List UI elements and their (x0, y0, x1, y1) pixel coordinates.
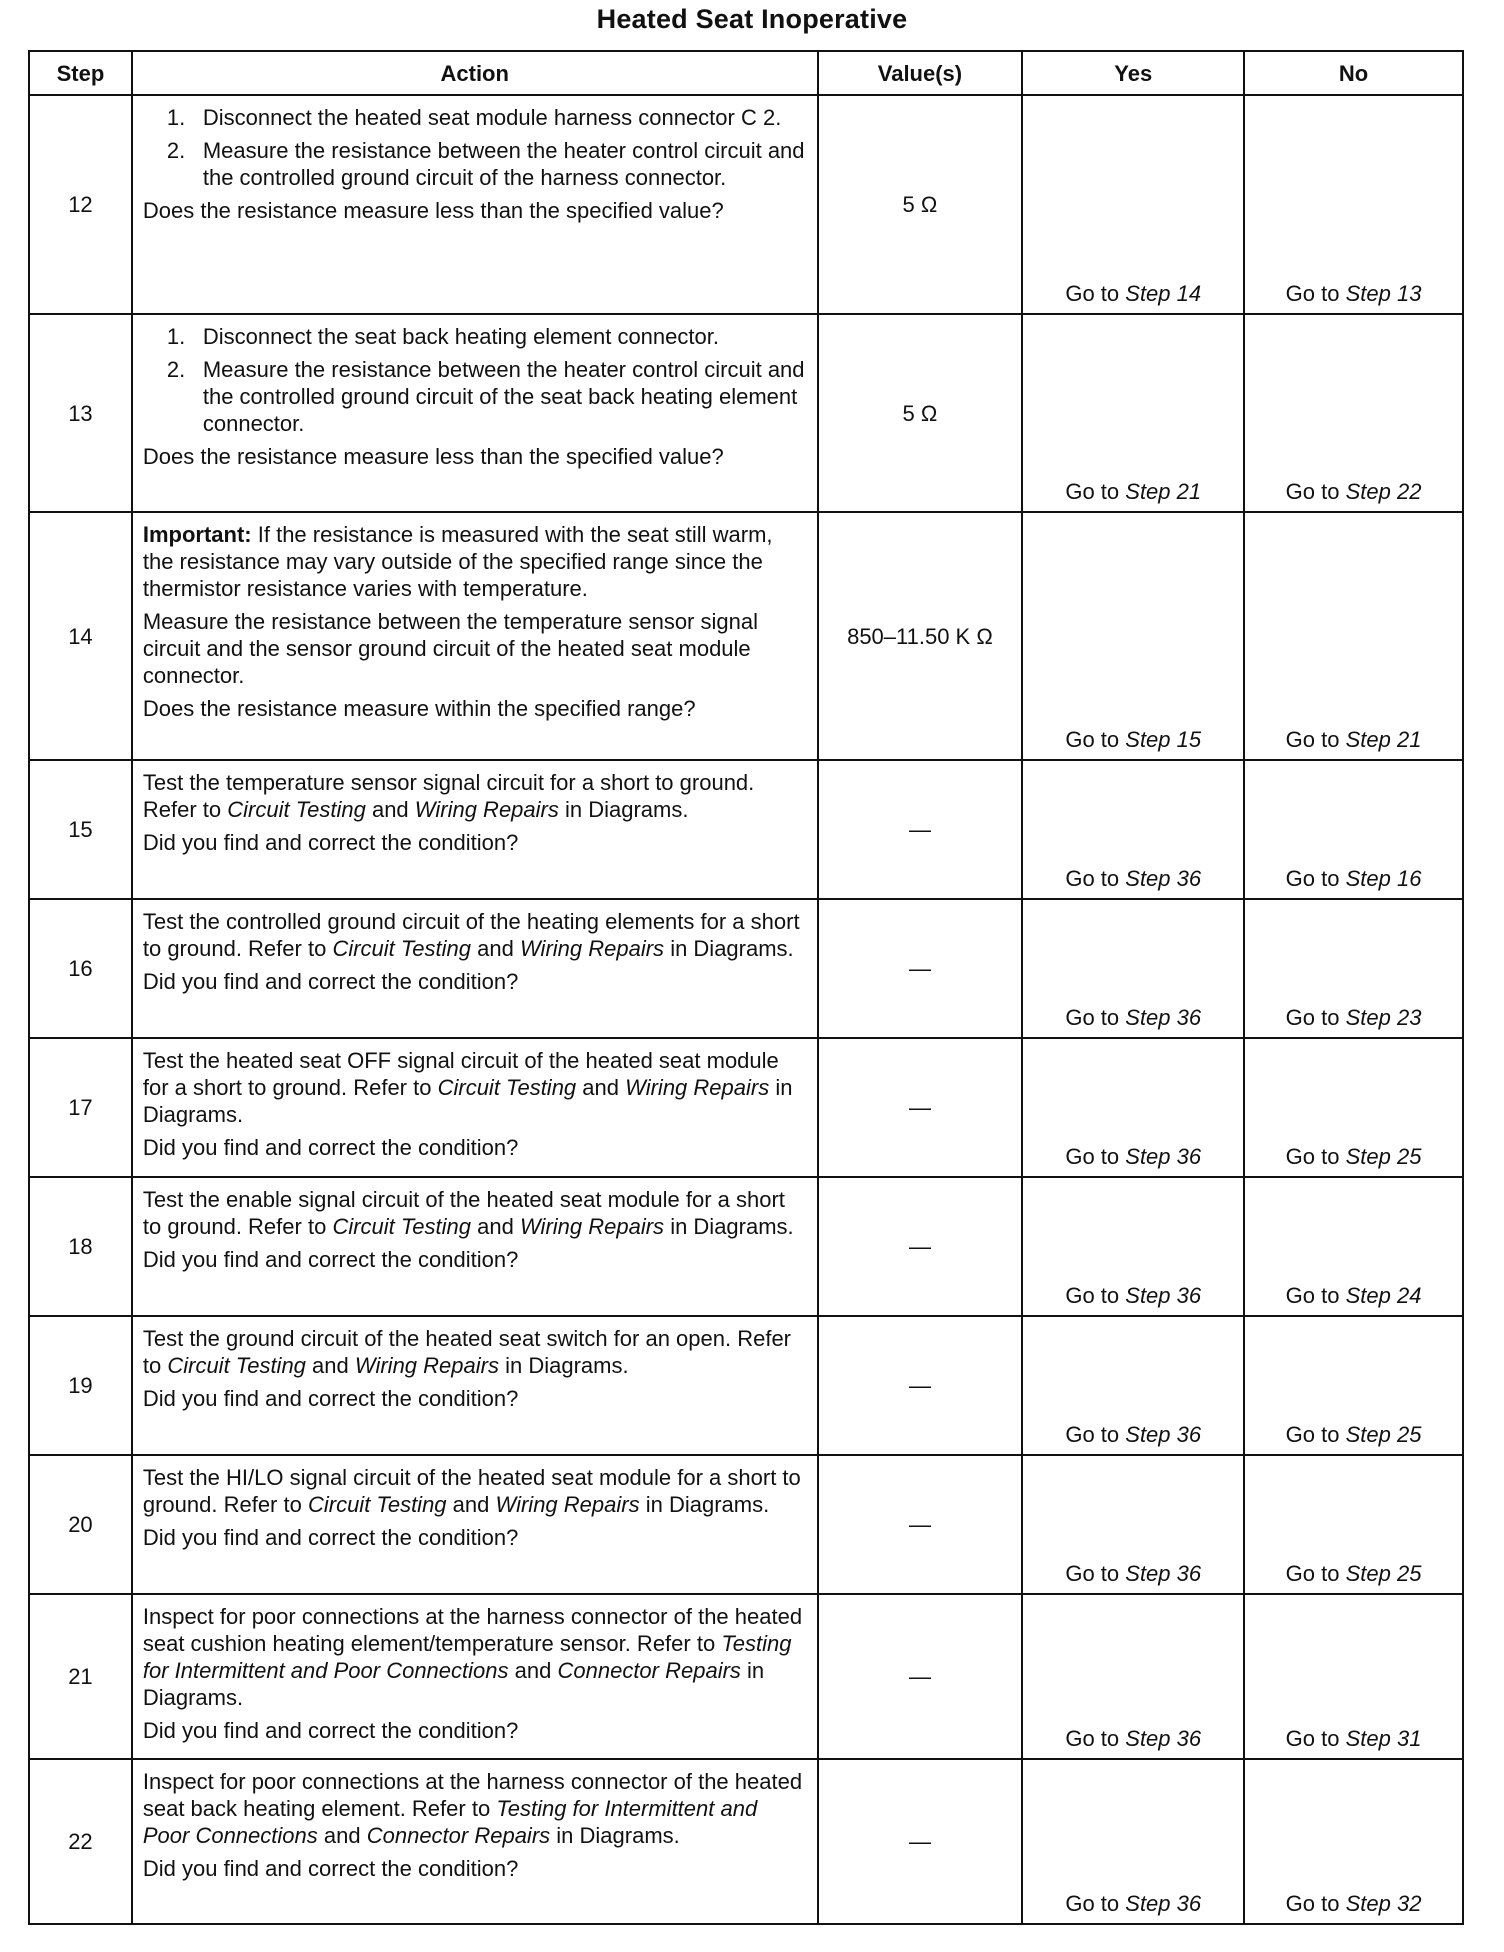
goto-prefix: Go to (1065, 479, 1120, 504)
substep-list (143, 323, 807, 437)
header-action: Action (132, 51, 818, 95)
action-body: Inspect for poor connections at the harness connector of the heated seat cushion heating element/temperature sensor. Refer to (142, 1604, 803, 1656)
conjunction: and (514, 1658, 552, 1683)
step-number: 15 (29, 760, 132, 899)
reference-link[interactable]: Circuit Testing (167, 1353, 306, 1378)
conjunction: and (312, 1353, 349, 1378)
no-cell (1244, 95, 1463, 314)
step-number: 14 (29, 512, 132, 760)
goto-step-link[interactable]: Step 13 (1345, 281, 1422, 306)
goto-prefix: Go to (1285, 479, 1340, 504)
yes-cell (1022, 95, 1244, 314)
action-cell (132, 1177, 818, 1316)
yes-cell (1022, 1038, 1244, 1177)
reference-link[interactable]: Circuit Testing (307, 1492, 447, 1517)
goto-prefix: Go to (1285, 1005, 1340, 1030)
value-cell: — (818, 1316, 1023, 1455)
action-text (143, 1325, 807, 1379)
no-cell (1244, 512, 1463, 760)
action-question: Did you find and correct the condition? (142, 1247, 519, 1272)
action-body: Test the ground circuit of the heated seat switch for an open. Refer to (142, 1326, 792, 1378)
goto-prefix: Go to (1065, 1422, 1120, 1447)
substep: Measure the resistance between the heater control circuit and the controlled ground circuit of the seat back heating element connector. (202, 357, 805, 436)
table-row (29, 760, 1463, 899)
step-number: 18 (29, 1177, 132, 1316)
action-cell (132, 1759, 818, 1924)
action-cell (132, 899, 818, 1038)
value-cell: — (818, 1455, 1023, 1594)
goto-prefix: Go to (1285, 1422, 1340, 1447)
table-row (29, 95, 1463, 314)
goto-step-link[interactable]: Step 32 (1345, 1891, 1422, 1916)
reference-link[interactable]: Connector Repairs (557, 1658, 741, 1683)
no-cell (1244, 1759, 1463, 1924)
goto-step-link[interactable]: Step 36 (1125, 1283, 1202, 1308)
action-text (143, 1464, 807, 1518)
action-question: Did you find and correct the condition? (142, 1856, 519, 1881)
no-cell (1244, 1594, 1463, 1759)
table-row (29, 899, 1463, 1038)
action-text (143, 1186, 807, 1240)
reference-tail: in Diagrams. (505, 1353, 629, 1378)
reference-link[interactable]: Circuit Testing (227, 797, 366, 822)
goto-prefix: Go to (1065, 281, 1120, 306)
reference-tail: in Diagrams. (645, 1492, 770, 1517)
goto-step-link[interactable]: Step 25 (1345, 1422, 1422, 1447)
important-label: Important: (142, 522, 252, 547)
table-row (29, 512, 1463, 760)
value-cell: 5 Ω (818, 95, 1023, 314)
goto-prefix: Go to (1285, 727, 1340, 752)
conjunction: and (452, 1492, 490, 1517)
table-row (29, 1759, 1463, 1924)
no-cell (1244, 314, 1463, 512)
goto-step-link[interactable]: Step 23 (1345, 1005, 1422, 1030)
reference-tail: in Diagrams. (565, 797, 689, 822)
action-question: Did you find and correct the condition? (142, 1135, 519, 1160)
yes-cell (1022, 1177, 1244, 1316)
reference-link[interactable]: Testing for Intermittent and Poor Connections (142, 1796, 758, 1848)
step-number: 16 (29, 899, 132, 1038)
reference-link[interactable]: Wiring Repairs (414, 797, 559, 822)
goto-step-link[interactable]: Step 36 (1125, 1891, 1202, 1916)
reference-tail: in Diagrams. (142, 1075, 793, 1127)
action-cell (132, 95, 818, 314)
conjunction: and (477, 1214, 514, 1239)
value-cell: — (818, 1038, 1023, 1177)
reference-tail: in Diagrams. (142, 1658, 765, 1710)
action-cell (132, 1594, 818, 1759)
no-cell (1244, 1177, 1463, 1316)
substep-list (143, 104, 807, 191)
goto-prefix: Go to (1065, 1726, 1120, 1751)
table-row (29, 1455, 1463, 1594)
page-title: Heated Seat Inoperative (596, 4, 908, 34)
action-question: Does the resistance measure less than the specified value? (142, 198, 724, 223)
action-question: Did you find and correct the condition? (142, 830, 519, 855)
goto-prefix: Go to (1285, 1283, 1340, 1308)
diagnostic-table (28, 50, 1464, 1925)
step-number: 13 (29, 314, 132, 512)
yes-cell (1022, 899, 1244, 1038)
action-body: Test the heated seat OFF signal circuit of the heated seat module for a short to ground. Refer to (142, 1048, 779, 1100)
goto-step-link[interactable]: Step 21 (1345, 727, 1422, 752)
action-body: Test the controlled ground circuit of the heating elements for a short to ground. Refer to (142, 909, 800, 961)
value-cell: — (818, 760, 1023, 899)
step-number: 20 (29, 1455, 132, 1594)
substep: Disconnect the seat back heating element connector. (202, 324, 719, 349)
header-yes: Yes (1022, 51, 1244, 95)
reference-link[interactable]: Circuit Testing (332, 1214, 472, 1239)
no-cell (1244, 1455, 1463, 1594)
yes-cell (1022, 1594, 1244, 1759)
conjunction: and (582, 1075, 620, 1100)
action-cell (132, 1316, 818, 1455)
yes-cell (1022, 1759, 1244, 1924)
action-body: Inspect for poor connections at the harness connector of the heated seat back heating element. Refer to (142, 1769, 803, 1821)
conjunction: and (371, 797, 409, 822)
action-cell (132, 1455, 818, 1594)
substep: Measure the resistance between the heater control circuit and the controlled ground circuit of the harness connector. (202, 138, 805, 190)
value-cell: — (818, 1594, 1023, 1759)
substep: Disconnect the heated seat module harness connector C 2. (202, 105, 782, 130)
action-text (143, 908, 807, 962)
action-question: Did you find and correct the condition? (142, 1718, 519, 1743)
value-cell: — (818, 899, 1023, 1038)
value-cell: — (818, 1759, 1023, 1924)
reference-link[interactable]: Testing for Intermittent and Poor Connections (142, 1631, 792, 1683)
value-cell: 850–11.50 K Ω (818, 512, 1023, 760)
yes-cell (1022, 512, 1244, 760)
goto-prefix: Go to (1285, 1891, 1340, 1916)
goto-step-link[interactable]: Step 36 (1125, 1726, 1202, 1751)
table-row (29, 1316, 1463, 1455)
no-cell (1244, 899, 1463, 1038)
header-no: No (1244, 51, 1463, 95)
step-number: 12 (29, 95, 132, 314)
reference-tail: in Diagrams. (670, 1214, 794, 1239)
step-number: 21 (29, 1594, 132, 1759)
action-text (143, 1603, 807, 1711)
goto-step-link[interactable]: Step 36 (1125, 1561, 1202, 1586)
reference-link[interactable]: Wiring Repairs (625, 1075, 770, 1100)
goto-step-link[interactable]: Step 36 (1125, 1005, 1202, 1030)
goto-step-link[interactable]: Step 36 (1125, 866, 1202, 891)
value-cell: 5 Ω (818, 314, 1023, 512)
action-cell (132, 314, 818, 512)
reference-link[interactable]: Wiring Repairs (495, 1492, 640, 1517)
goto-prefix: Go to (1285, 866, 1340, 891)
action-cell (132, 760, 818, 899)
reference-tail: in Diagrams. (556, 1823, 680, 1848)
table-row (29, 1177, 1463, 1316)
action-text (143, 1768, 807, 1849)
table-row (29, 314, 1463, 512)
action-body: Test the enable signal circuit of the heated seat module for a short to ground. Refer to (142, 1187, 785, 1239)
no-cell (1244, 1316, 1463, 1455)
action-body: Test the temperature sensor signal circuit for a short to ground. Refer to (142, 770, 755, 822)
goto-step-link[interactable]: Step 31 (1345, 1726, 1422, 1751)
goto-step-link[interactable]: Step 14 (1125, 281, 1202, 306)
reference-link[interactable]: Circuit Testing (332, 936, 472, 961)
goto-step-link[interactable]: Step 24 (1345, 1283, 1422, 1308)
action-cell (132, 512, 818, 760)
action-question: Did you find and correct the condition? (142, 969, 519, 994)
action-text (143, 769, 807, 823)
goto-prefix: Go to (1285, 1144, 1340, 1169)
important-text: If the resistance is measured with the seat still warm, the resistance may vary outside of the specified range since the thermistor resistance varies with temperature. (142, 522, 773, 601)
step-number: 19 (29, 1316, 132, 1455)
step-number: 22 (29, 1759, 132, 1924)
action-question: Did you find and correct the condition? (142, 1386, 519, 1411)
action-question: Does the resistance measure less than the specified value? (142, 444, 724, 469)
goto-prefix: Go to (1065, 1891, 1120, 1916)
goto-step-link[interactable]: Step 15 (1125, 727, 1202, 752)
goto-step-link[interactable]: Step 25 (1345, 1561, 1422, 1586)
reference-link[interactable]: Wiring Repairs (354, 1353, 499, 1378)
table-row (29, 1594, 1463, 1759)
goto-prefix: Go to (1065, 1144, 1120, 1169)
reference-link[interactable]: Connector Repairs (366, 1823, 551, 1848)
goto-step-link[interactable]: Step 36 (1125, 1144, 1202, 1169)
yes-cell (1022, 760, 1244, 899)
header-value: Value(s) (818, 51, 1023, 95)
table-header-row (29, 51, 1463, 95)
reference-link[interactable]: Wiring Repairs (519, 1214, 665, 1239)
reference-link[interactable]: Circuit Testing (437, 1075, 577, 1100)
goto-prefix: Go to (1065, 1283, 1120, 1308)
value-cell: — (818, 1177, 1023, 1316)
action-body: Test the HI/LO signal circuit of the heated seat module for a short to ground. Refer to (142, 1465, 801, 1517)
action-text (143, 1047, 807, 1128)
action-instruction: Measure the resistance between the temperature sensor signal circuit and the sensor ground circuit of the heated seat module connector. (142, 609, 758, 688)
no-cell (1244, 1038, 1463, 1177)
goto-step-link[interactable]: Step 16 (1345, 866, 1422, 891)
reference-link[interactable]: Wiring Repairs (519, 936, 665, 961)
table-row (29, 1038, 1463, 1177)
header-step: Step (29, 51, 132, 95)
yes-cell (1022, 314, 1244, 512)
step-number: 17 (29, 1038, 132, 1177)
goto-prefix: Go to (1285, 281, 1340, 306)
goto-prefix: Go to (1065, 1561, 1120, 1586)
action-question: Did you find and correct the condition? (142, 1525, 519, 1550)
conjunction: and (477, 936, 514, 961)
goto-prefix: Go to (1285, 1726, 1340, 1751)
no-cell (1244, 760, 1463, 899)
goto-prefix: Go to (1285, 1561, 1340, 1586)
important-note (143, 521, 807, 602)
goto-step-link[interactable]: Step 22 (1345, 479, 1422, 504)
goto-step-link[interactable]: Step 21 (1125, 479, 1202, 504)
goto-step-link[interactable]: Step 25 (1345, 1144, 1422, 1169)
yes-cell (1022, 1455, 1244, 1594)
goto-prefix: Go to (1065, 1005, 1120, 1030)
conjunction: and (323, 1823, 361, 1848)
goto-prefix: Go to (1065, 727, 1120, 752)
action-cell (132, 1038, 818, 1177)
reference-tail: in Diagrams. (670, 936, 794, 961)
goto-prefix: Go to (1065, 866, 1120, 891)
goto-step-link[interactable]: Step 36 (1125, 1422, 1202, 1447)
action-question: Does the resistance measure within the specified range? (142, 696, 696, 721)
yes-cell (1022, 1316, 1244, 1455)
